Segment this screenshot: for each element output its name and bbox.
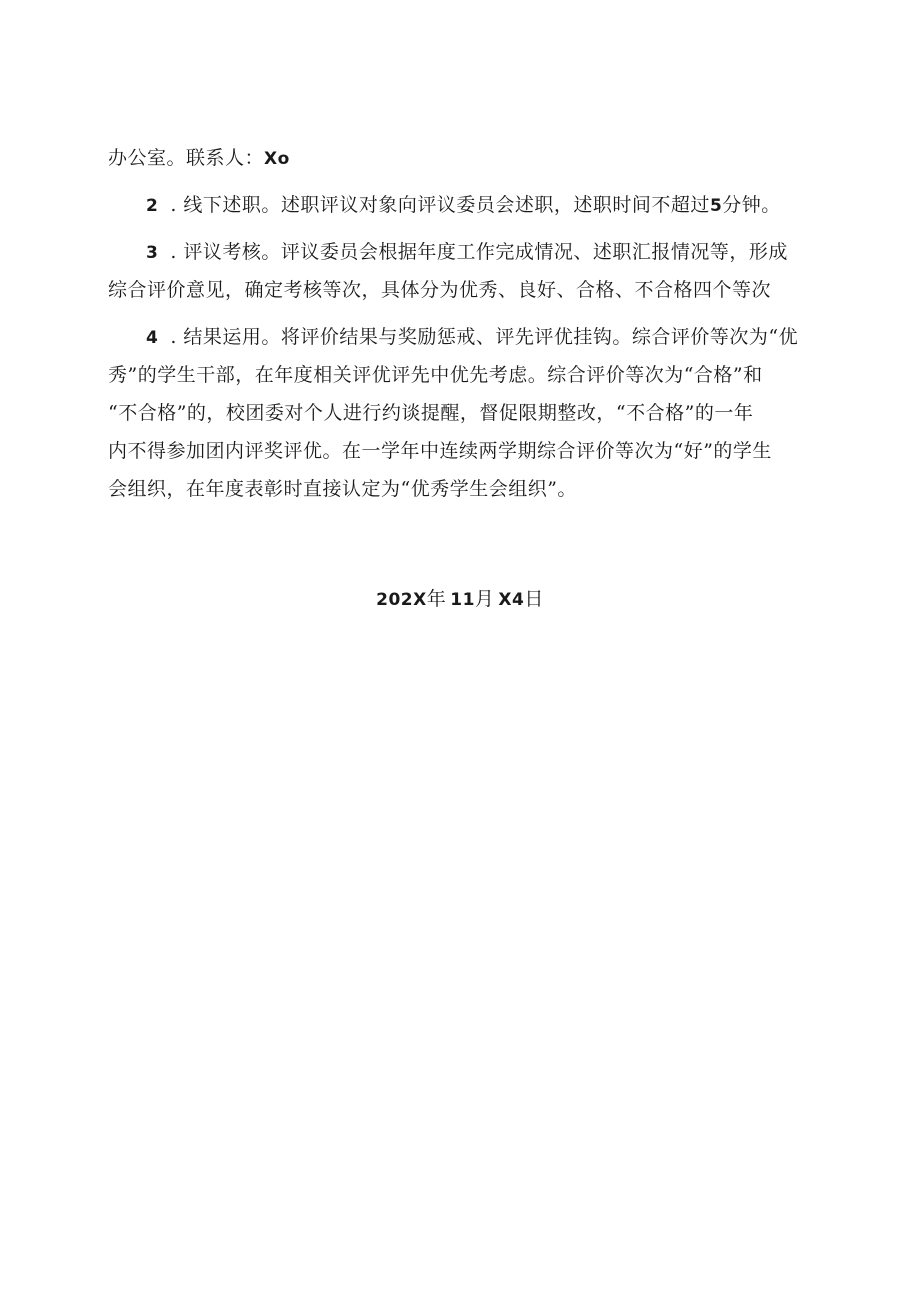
paragraph-1-text: 办公室。联系人： — [108, 147, 265, 169]
paragraph-1-line-1 — [108, 139, 812, 177]
paragraph-4-line-5: 会组织，在年度表彰时直接认定为“优秀学生会组织”。 — [108, 478, 577, 500]
paragraph-3-line-1 — [108, 233, 812, 271]
minutes-value: 5 — [709, 196, 723, 216]
paragraph-2-text-b: 分钟。 — [722, 194, 781, 216]
paragraph-2-number: 2 — [146, 196, 159, 216]
paragraph-3-line-2: 综合评价意见，确定考核等次，具体分为优秀、良好、合格、不合格四个等次 — [108, 279, 772, 301]
paragraph-4-line-1-text: . 结果运用。将评价结果与奖励惩戒、评先评优挂钩。综合评价等次为“优 — [170, 326, 799, 348]
paragraph-3-number: 3 — [146, 243, 159, 263]
date-day-unit: 日 — [524, 588, 544, 610]
paragraph-4-line-3: “不合格”的，校团委对个人进行约谈提醒，督促限期整改，“不合格”的一年 — [108, 402, 754, 424]
date-month: 11 — [450, 590, 475, 610]
date-year-unit: 年 — [426, 588, 447, 610]
paragraph-4-line-1 — [108, 318, 812, 356]
paragraph-2-line-1 — [108, 186, 812, 224]
paragraph-4-number: 4 — [146, 328, 159, 348]
date-month-unit: 月 — [474, 588, 495, 610]
contact-name: Xo — [264, 149, 290, 169]
date-day: X4 — [498, 590, 525, 610]
paragraph-4-line-2: 秀”的学生干部，在年度相关评优评先中优先考虑。综合评价等次为“合格”和 — [108, 364, 763, 386]
date-year: 202X — [376, 590, 427, 610]
paragraph-3-line-1-text: . 评议考核。评议委员会根据年度工作完成情况、述职汇报情况等，形成 — [170, 241, 788, 263]
document-body — [108, 139, 812, 508]
paragraph-4-line-4: 内不得参加团内评奖评优。在一学年中连续两学期综合评价等次为“好”的学生 — [108, 440, 772, 462]
paragraph-2-text-a: . 线下述职。述职评议对象向评议委员会述职，述职时间不超过 — [170, 194, 710, 216]
document-date — [0, 580, 920, 619]
